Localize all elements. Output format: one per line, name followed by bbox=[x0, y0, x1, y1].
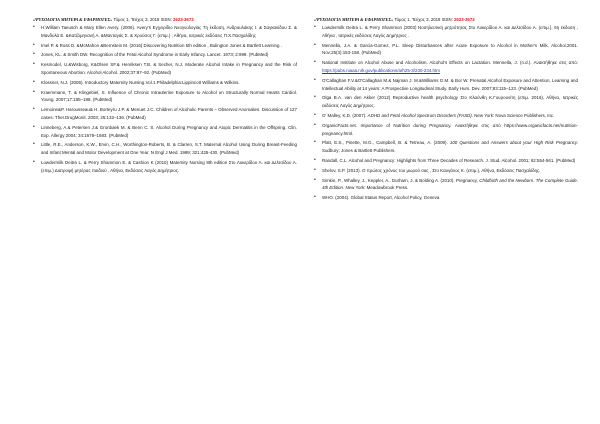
reference-list-right bbox=[314, 24, 578, 202]
reference-item bbox=[314, 157, 578, 165]
reference-text: Randall, C.L. Alcohol and Pregnancy: Highlights from Three Decades of Research. J. Stud. Alcohol. 2001; 62:554-561. (PubMed) bbox=[322, 157, 576, 163]
reference-link[interactable]: https://pubs.niaaa.nih.gov/publications/arh25-3/230-234.htm bbox=[322, 67, 440, 73]
reference-item bbox=[33, 124, 297, 140]
volume-info: Τόμος 1, Τεύχος 3, 2018 bbox=[394, 17, 441, 22]
bullet-icon: • bbox=[33, 24, 35, 30]
reference-item bbox=[33, 106, 297, 122]
left-column bbox=[33, 0, 297, 177]
reference-text: National Institute on Alcohol Abuse and Alcoholism. Alcohol's Effects on Lactation. Mennella, J. (n.d.). Ανακτήθηκε στις από: bbox=[322, 60, 578, 66]
volume-info: Τόμος 1, Τεύχος 3, 2018 bbox=[113, 17, 160, 22]
reference-item bbox=[314, 77, 578, 93]
bullet-icon: • bbox=[314, 59, 316, 66]
reference-item bbox=[314, 194, 578, 202]
reference-item bbox=[314, 139, 578, 155]
page-header-left bbox=[33, 0, 297, 24]
reference-title-italic: Pregnancy, Childbirth and the Newborn. The Complete Guide. 4th Edition. bbox=[322, 177, 578, 191]
reference-text: O' Malley, K.D. (2007). bbox=[322, 112, 367, 118]
reference-item bbox=[314, 59, 578, 75]
reference-text: Imel P. & Ross D. &McMahon &Bernstein M. (2016) Discovering Nutrition 5th edition , Bulington Jones & Bartlett Learning . bbox=[41, 42, 282, 48]
bullet-icon: • bbox=[33, 158, 35, 165]
bullet-icon: • bbox=[314, 111, 316, 118]
bullet-icon: • bbox=[314, 139, 316, 146]
bullet-icon: • bbox=[314, 121, 316, 128]
bullet-icon: • bbox=[33, 106, 35, 113]
reference-text: Kesmodel, U.&Wisborg, K&Olsen SF.& Henriksen T.B. & Secher, N.J. Moderate Alcohol Intake in Pregnancy and the Risk of Spontaneous Abortion. Alcohol Alcohol. 2002;37:87–92. (PubMed) bbox=[41, 62, 297, 75]
reference-text: Kraemmann, T. & Klingebiel, S. Influence of Chronic Intrauterine Exposure to Alcohol on Structurally Normal Hearts Cardiol. Young. 2007;17:185–188. (PubMed) bbox=[41, 89, 297, 103]
reference-item bbox=[314, 94, 578, 110]
reference-text: O'Callaghan F.V.&O'Callaghan M.& Najman J. M.&Williams G.M. & Bor W. Prenatal Alcohol Exposure and Attention, Learning and Intellectual Ability at 14 years: A Prospective Longitudinal Study. Early Hum. Dev. 2007;83:115–123. (PubMed) bbox=[322, 77, 578, 91]
bullet-icon: • bbox=[314, 41, 316, 48]
bullet-icon: • bbox=[33, 123, 35, 130]
bullet-icon: • bbox=[314, 166, 316, 173]
reference-text: Olga B.A. van den Akker (2012) Reproductive health psychology Στο Κλαύνθη Κ.Γουρουνίτη (επιμ. 2016), Αθήνα, Ιατρικές εκδόσεις Λαγός Δημήτριος. bbox=[322, 95, 578, 109]
journal-title: «ΨΥΧΟΛΟΓΙΑ ΜΗΤΕΡΑ & ΕΦΑΡΜΟΓΕΣ» bbox=[33, 17, 113, 22]
reference-item bbox=[314, 177, 578, 193]
reference-item bbox=[314, 112, 578, 120]
reference-text-after: Sudbury: Jones & Bartlett Publishers. bbox=[322, 148, 396, 154]
reference-item bbox=[33, 89, 297, 105]
bullet-icon: • bbox=[33, 141, 35, 148]
page-header-right bbox=[314, 0, 578, 24]
reference-list-left bbox=[33, 24, 297, 175]
issn-number: 2623-3673 bbox=[173, 17, 194, 22]
reference-text-after: New York: Nova Science Publishers, Inc. bbox=[474, 112, 555, 118]
reference-text: Linneberg, A.& Petersen J.& Gronbaek M. & Benn C. S. Alcohol During Pregnancy and Atopic Dermatitis in the Offspring. Clin. Exp. Allergy 2004; 34:1678–1683. (PubMed) bbox=[41, 124, 297, 138]
reference-text: Klossner, N.J. (2006). Introductory Maternity Nursing.Vol.1.Philadelphia:Lippincott Williams & Wilkins. bbox=[41, 79, 240, 85]
bullet-icon: • bbox=[314, 76, 316, 83]
issn-label: ISSN: bbox=[160, 17, 172, 22]
reference-text: Shelov, S.P. (2013). Ο πρώτος χρόνος του μωρού σας , Στο Καυγάνος Κ. (επιμ.), Αθήνα, Εκδόσεις Πασχαλίδης. bbox=[322, 167, 541, 173]
reference-text: Mennella, J.A. & Garcia-Gomez, P.L. Sleep Disturbances after Acute Exposure to Alcohol in Mother's Milk. Alcohol.2001. Nov;25(3):153-158. (PubMed) bbox=[322, 42, 578, 56]
reference-text: Simkin, P., Whalley, J., Keppler, A., Durham, J. & Bolding A. (2010). bbox=[322, 177, 455, 183]
reference-item bbox=[314, 167, 578, 175]
reference-text: WHO. (2004). Global Status Report, Alcohol Policy, Geneva bbox=[322, 195, 440, 201]
right-column bbox=[314, 0, 578, 204]
bullet-icon: • bbox=[314, 94, 316, 101]
reference-title-italic: ADHD and Fetal Alcohol Spectrum Disorders (FASD). bbox=[367, 112, 473, 118]
reference-item bbox=[33, 79, 297, 87]
reference-text: H.William Taeusch & Mary Ellen Avery. (2006). Avery's Εγχειρίδιο Νεογνολογίας 7η έκδοση, Ανδρουλάκης Ι. & Σαγκανίδου Σ. & Μανδυλά Ε. &Κατζόμηνανή Α. &Μανταγάς Σ. & Χρούσος Γ. (επιμ.) , Αθήνα, Ιατρικές εκδόσεις Π.Χ.Πασχαλίδης bbox=[41, 25, 297, 38]
reference-text: Lowdermilk Deitra L. & Perry Shammon (2003) Νοσηλευτική μητρότητας Στο Λυκερίδου Α. και Δελτσίδου Α. (επιμ.), 6η έκδοση , Αθήνα , Ιατρικές εκδόσεις Λαγός Δημήτριος . bbox=[322, 25, 578, 38]
bullet-icon: • bbox=[314, 194, 316, 201]
reference-item bbox=[33, 61, 297, 77]
reference-title-italic: 100 Questions and Answers about your High Risk Pregnancy. bbox=[449, 140, 579, 146]
bullet-icon: • bbox=[314, 176, 316, 183]
journal-title: «ΨΥΧΟΛΟΓΙΑ ΜΗΤΕΡΑ & ΕΦΑΡΜΟΓΕΣ» bbox=[314, 17, 394, 22]
reference-text: Little, R.E., Anderson, K.W., Ervin, C.H., Worthington-Roberts, B. & Clarren, S.T. Maternal Alcohol Using During Breast-Feeding and Infant Mental and Motor Development at One Year. N Engl J Med. 1989; 321:425-430. (PubMed) bbox=[41, 142, 297, 156]
reference-text: Lowdermilk Deitra L. & Perry Shammon E. & Cashion K (2010) Maternity Nursing 8th edition Στο Λυκερίδου Α. και Δελτσίδου Α. (επιμ.) Διατροφή μητέρας παιδιού , Αθήνα, Εκδόσεις Λαγός Δημήτριος. bbox=[41, 159, 297, 173]
issn-label: ISSN: bbox=[441, 17, 453, 22]
bullet-icon: • bbox=[33, 61, 35, 68]
reference-item bbox=[33, 24, 297, 40]
bullet-icon: • bbox=[33, 51, 35, 58]
reference-text-after: New York: Meadowbrook Press. bbox=[345, 185, 409, 191]
reference-item bbox=[33, 42, 297, 50]
reference-text: Jones, KL. & Smith DW. Recognition of the Fetal Alcohol Syndrome in Early Infancy. Lancet. 1973; 2:999. (PubMed) bbox=[41, 52, 269, 58]
reference-item bbox=[33, 159, 297, 175]
reference-item bbox=[33, 51, 297, 59]
issn-number: 2623-3673 bbox=[454, 17, 475, 22]
reference-item bbox=[33, 141, 297, 157]
reference-text: Platt, E.S., Pinette, M.G., Campbell, B. & Tetreau, A. (2009). bbox=[322, 140, 448, 146]
bullet-icon: • bbox=[33, 41, 35, 48]
reference-item bbox=[314, 42, 578, 58]
bullet-icon: • bbox=[314, 156, 316, 163]
reference-item bbox=[314, 122, 578, 138]
reference-item bbox=[314, 24, 578, 40]
bullet-icon: • bbox=[33, 78, 35, 85]
reference-text: Lemoine&P. Harousseau& H. Borteyru J.P. & Menuet J.C. Children of Alcoholic Parents – Observed Anomalies. Discussion of 127 cases. Ther.DrugMonit. 2003; 25:132–136. (PubMed) bbox=[41, 107, 297, 120]
bullet-icon: • bbox=[33, 88, 35, 95]
bullet-icon: • bbox=[314, 24, 316, 30]
reference-text: OrganicFacts.net. Importance of Nutrition during Pregnancy. Ανακτήθηκε στις από https://www.organicfacts.net/nutrition-pregnancy.html. bbox=[322, 122, 578, 136]
